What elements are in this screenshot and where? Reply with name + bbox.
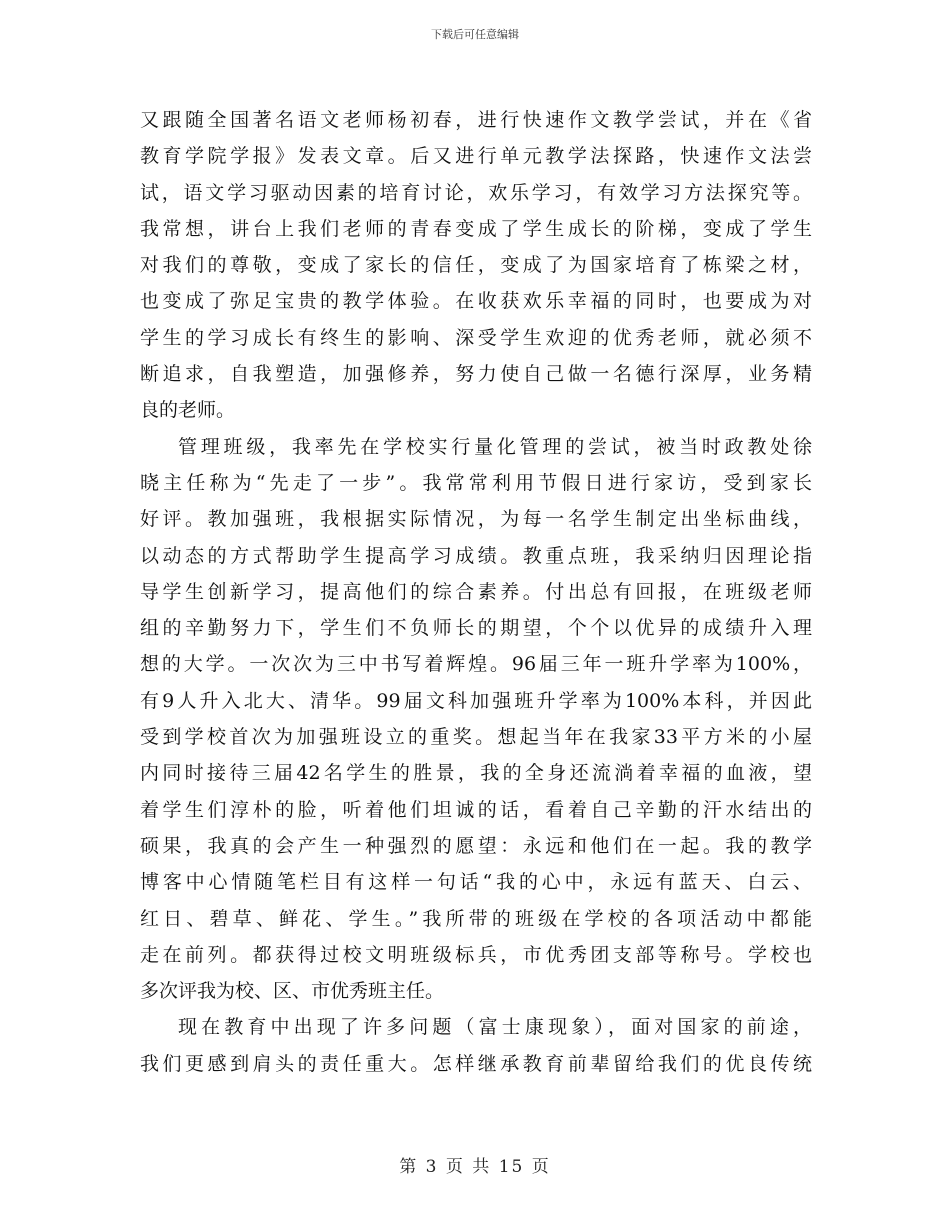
text-line: 内同时接待三届42名学生的胜景，我的全身还流淌着幸福的血液，望 (140, 762, 812, 785)
document-body (140, 102, 812, 1082)
page-header: 下载后可任意编辑 (431, 28, 519, 41)
text-line: 有9人升入北大、清华。99届文科加强班升学率为100%本科，并因此 (140, 689, 812, 712)
text-line: 多次评我为校、区、市优秀班主任。 (140, 980, 445, 1003)
text-line: 学生的学习成长有终生的影响、深受学生欢迎的优秀老师，就必须不 (140, 326, 812, 349)
text-line: 对我们的尊敬，变成了家长的信任，变成了为国家培育了栋梁之材， (140, 254, 812, 277)
text-line: 走在前列。都获得过校文明班级标兵，市优秀团支部等称号。学校也 (140, 943, 812, 966)
text-line: 组的辛勤努力下，学生们不负师长的期望，个个以优异的成绩升入理 (140, 617, 812, 640)
text-line: 导学生创新学习，提高他们的综合素养。付出总有回报，在班级老师 (140, 580, 812, 603)
text-line: 管理班级，我率先在学校实行量化管理的尝试，被当时政教处徐 (178, 435, 812, 458)
text-line: 以动态的方式帮助学生提高学习成绩。教重点班，我采纳归因理论指 (140, 544, 812, 567)
text-line: 着学生们淳朴的脸，听着他们坦诚的话，看着自己辛勤的汗水结出的 (140, 798, 812, 821)
text-line: 晓主任称为“先走了一步”。我常常利用节假日进行家访，受到家长 (140, 471, 812, 494)
text-line: 现在教育中出现了许多问题（富士康现象），面对国家的前途， (178, 1016, 812, 1039)
text-line: 也变成了弥足宝贵的教学体验。在收获欢乐幸福的同时，也要成为对 (140, 290, 812, 313)
text-line: 博客中心情随笔栏目有这样一句话“我的心中，永远有蓝天、白云、 (140, 871, 812, 894)
text-line: 又跟随全国著名语文老师杨初春，进行快速作文教学尝试，并在《省 (140, 109, 812, 131)
text-line: 良的老师。 (140, 399, 236, 422)
text-line: 想的大学。一次次为三中书写着辉煌。96届三年一班升学率为100%， (140, 653, 812, 676)
text-line: 好评。教加强班，我根据实际情况，为每一名学生制定出坐标曲线， (140, 508, 812, 531)
text-line: 试，语文学习驱动因素的培育讨论，欢乐学习，有效学习方法探究等。 (140, 181, 812, 204)
text-line: 硕果，我真的会产生一种强烈的愿望：永远和他们在一起。我的教学 (140, 834, 812, 857)
text-line: 我们更感到肩头的责任重大。怎样继承教育前辈留给我们的优良传统 (140, 1052, 812, 1075)
text-line: 教育学院学报》发表文章。后又进行单元教学法探路，快速作文法尝 (140, 145, 812, 168)
text-line: 断追求，自我塑造，加强修养，努力使自己做一名德行深厚，业务精 (140, 363, 812, 386)
text-line: 红日、碧草、鲜花、学生。”我所带的班级在学校的各项活动中都能 (140, 907, 812, 930)
text-line: 我常想，讲台上我们老师的青春变成了学生成长的阶梯，变成了学生 (140, 217, 812, 240)
page-footer: 第 3 页 共 15 页 (399, 1157, 551, 1177)
text-line: 受到学校首次为加强班设立的重奖。想起当年在我家33平方米的小屋 (140, 726, 812, 749)
